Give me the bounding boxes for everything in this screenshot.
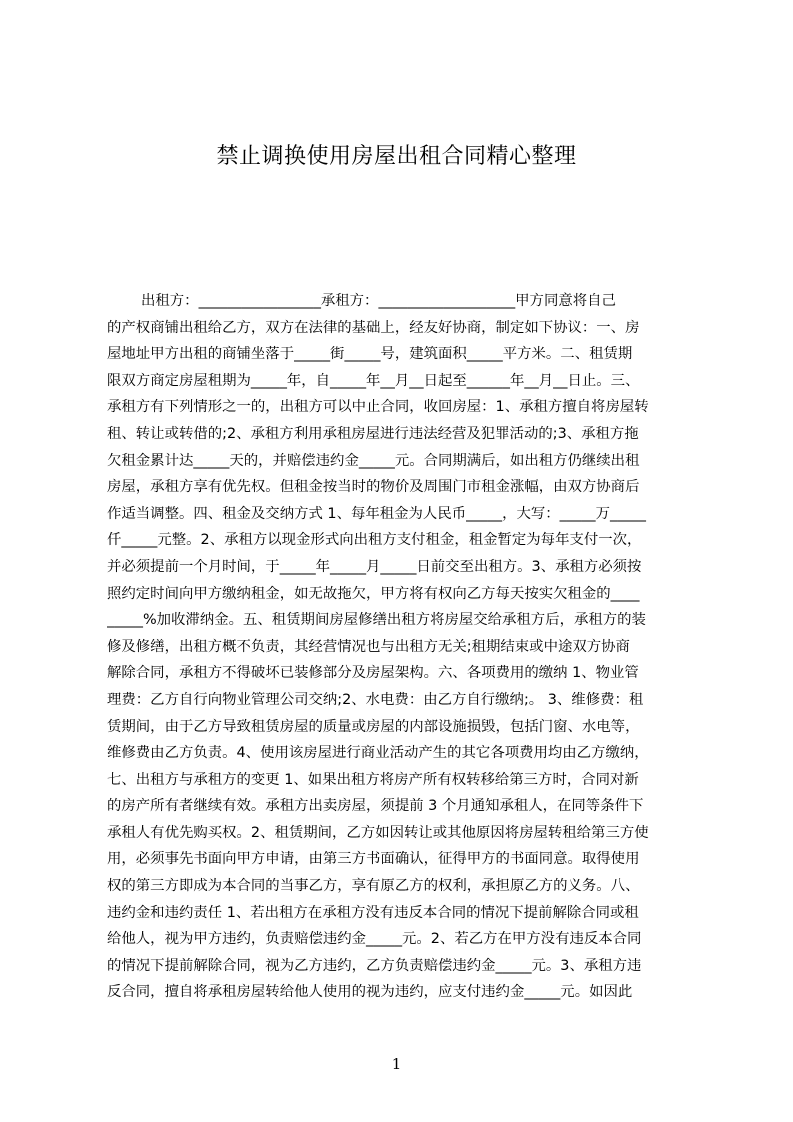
body-line: 并必须提前一个月时间，于_____年_____月_____日前交至出租方。3、承租方必须按 <box>107 558 642 575</box>
page-number: 1 <box>391 1055 402 1073</box>
body-line: 欠租金累计达_____天的，并赔偿违约金_____元。合同期满后，如出租方仍继续出租 <box>107 452 640 469</box>
body-line: 违约金和违约责任 1、若出租方在承租方没有违反本合同的情况下提前解除合同或租 <box>107 904 639 921</box>
body-line: _____%加收滞纳金。五、租赁期间房屋修缮出租方将房屋交给承租方后，承租方的装 <box>107 612 646 629</box>
body-line: 维修费由乙方负责。4、使用该房屋进行商业活动产生的其它各项费用均由乙方缴纳， <box>107 745 649 762</box>
body-line: 照约定时间向甲方缴纳租金，如无故拖欠，甲方将有权向乙方每天按实欠租金的____ <box>107 585 640 602</box>
body-line: 解除合同，承租方不得破坏已装修部分及房屋架构。六、各项费用的缴纳 1、物业管 <box>107 665 639 682</box>
body-line: 赁期间，由于乙方导致租赁房屋的质量或房屋的内部设施损毁，包括门窗、水电等， <box>107 718 640 735</box>
body-line: 的情况下提前解除合同，视为乙方违约，乙方负责赔偿违约金_____元。3、承租方违 <box>107 957 642 974</box>
body-line: 屋地址甲方出租的商铺坐落于_____街_____号，建筑面积_____平方米。二、租赁期 <box>107 346 633 363</box>
body-line: 限双方商定房屋租期为_____年，自_____年__月__日起至______年__月__日止。三、 <box>107 372 640 389</box>
body-line: 的产权商铺出租给乙方，双方在法律的基础上，经友好协商，制定如下协议：一、房 <box>107 319 640 336</box>
body-line: 给他人，视为甲方违约，负责赔偿违约金_____元。2、若乙方在甲方没有违反本合同 <box>107 931 642 948</box>
contract-body <box>107 288 699 1006</box>
body-line: 修及修缮，出租方概不负责，其经营情况也与出租方无关;租期结束或中途双方协商 <box>107 638 630 655</box>
body-line: 作适当调整。四、租金及交纳方式 1、每年租金为人民币_____，大写：_____万_____ <box>107 505 646 522</box>
body-line: 承租方有下列情形之一的，出租方可以中止合同，收回房屋：1、承租方擅自将房屋转 <box>107 399 649 416</box>
body-line: 用，必须事先书面向甲方申请，由第三方书面确认，征得甲方的书面同意。取得使用 <box>107 851 640 868</box>
body-line: 七、出租方与承租方的变更 1、如果出租方将房产所有权转移给第三方时，合同对新 <box>107 771 639 788</box>
body-line: 租、转让或转借的;2、承租方利用承租房屋进行违法经营及犯罪活动的;3、承租方拖 <box>107 425 639 442</box>
body-line: 权的第三方即成为本合同的当事乙方，享有原乙方的权利，承担原乙方的义务。八、 <box>107 878 640 895</box>
body-line: 理费：乙方自行向物业管理公司交纳;2、水电费：由乙方自行缴纳;。 3、维修费：租 <box>107 691 644 708</box>
body-line: 仟_____元整。2、承租方以现金形式向出租方支付租金，租金暂定为每年支付一次， <box>107 532 642 549</box>
body-line: 房屋，承租方享有优先权。但租金按当时的物价及周围门市租金涨幅，由双方协商后 <box>107 479 640 496</box>
body-line: 反合同，擅自将承租房屋转给他人使用的视为违约，应支付违约金_____元。如因此 <box>107 984 633 1001</box>
body-line: 出租方：_________________承租方：___________________甲方同意将自己 <box>141 293 616 309</box>
body-line: 的房产所有者继续有效。承租方出卖房屋，须提前 3 个月通知承租人，在同等条件下 <box>107 798 644 815</box>
body-line: 承租人有优先购买权。2、租赁期间，乙方如因转让或其他原因将房屋转租给第三方使 <box>107 824 649 841</box>
document-title: 禁止调换使用房屋出租合同精心整理 <box>216 144 577 169</box>
